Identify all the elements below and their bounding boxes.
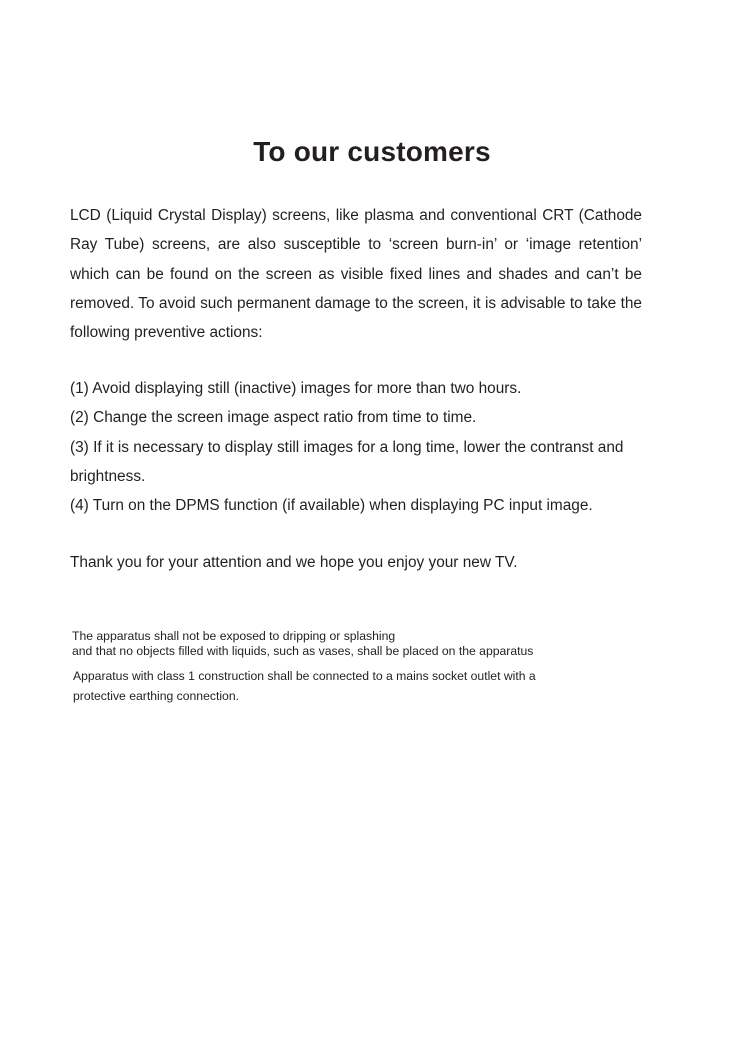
dripping-notice-line-2: and that no objects filled with liquids, such as vases, shall be placed on the apparatus	[72, 643, 534, 658]
action-item-4: (4) Turn on the DPMS function (if available) when displaying PC input image.	[70, 497, 593, 515]
action-item-1: (1) Avoid displaying still (inactive) images for more than two hours.	[70, 380, 522, 397]
dripping-notice-line-1: The apparatus shall not be exposed to dripping or splashing	[72, 629, 396, 643]
closing-paragraph: Thank you for your attention and we hope you enjoy your new TV.	[70, 554, 518, 571]
class1-notice-line-2: protective earthing connection.	[73, 689, 239, 703]
dripping-notice	[72, 629, 652, 658]
intro-paragraph: LCD (Liquid Crystal Display) screens, like plasma and conventional CRT (Cathode Ray Tube) screens, are also susceptible to ‘screen burn-in’ or ‘image retention’ which can be found on the screen as visible fixed lines and shades and can’t be removed. To avoid such permanent damage to the screen, it is advisable to take the following preventive actions:	[70, 207, 642, 342]
page-title: To our customers	[253, 136, 491, 167]
class1-notice-line-1: Apparatus with class 1 construction shall be connected to a mains socket outlet with a	[73, 669, 536, 683]
class1-notice	[73, 666, 653, 706]
preventive-actions-list	[70, 374, 648, 520]
action-item-2: (2) Change the screen image aspect ratio from time to time.	[70, 409, 477, 427]
action-item-3: (3) If it is necessary to display still images for a long time, lower the contranst and brightness.	[70, 438, 624, 485]
